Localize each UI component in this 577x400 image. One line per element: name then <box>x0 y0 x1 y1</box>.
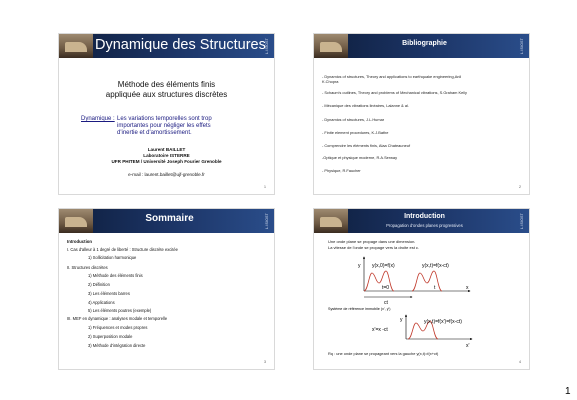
top-y-label: y <box>358 263 361 269</box>
author-lab: Laboratoire ISTERRE <box>143 153 190 158</box>
slide-title: Dynamique des Structures <box>95 37 266 53</box>
section-3-item: 2) Superposition modale <box>88 334 133 339</box>
section-3: III. MEF en dynamique : analyses modale et temporelle <box>67 316 168 321</box>
dynamique-text-2: importantes pour négliger les effets <box>117 123 211 129</box>
slide-4 <box>313 208 530 370</box>
section-heading: Introduction <box>67 239 93 244</box>
xprime-label: x'=x -ct <box>372 327 388 333</box>
slide-number: 3 <box>264 360 266 364</box>
author-institution: UFR PHITEM / Université Joseph Fourier Grenoble <box>111 159 222 164</box>
slide-1 <box>58 33 275 195</box>
biblio-item: - Dynamics of structures, Theory and applications to earthquake engineering,Anil <box>322 74 462 79</box>
biblio-item: - Dynamics of structures, J.L.Humar <box>322 117 385 122</box>
section-1-item: 1) Sollicitation harmonique <box>88 255 137 260</box>
remark-note: Rq : une onde plane se propageant vers la gauche y(x,t)=f(x+ct) <box>328 351 439 356</box>
biblio-item: - Comprendre les éléments finis, Alaa Chateauneuf <box>322 143 411 148</box>
t0-label: t=0 <box>382 285 390 291</box>
g-label: y(x,t)=f(x-ct) <box>422 263 449 269</box>
reference-text: Système de référence immobile (x', y') <box>328 307 391 311</box>
section-2-item: 3) Les éléments barres <box>88 291 130 296</box>
side-label: L.ISIOST <box>265 38 269 54</box>
section-3-item: 1) Fréquences et modes propres <box>88 325 148 330</box>
subtitle-line-2: appliquée aux structures discrètes <box>105 90 228 99</box>
x-label: x <box>466 285 469 291</box>
author-email: e-mail : laurent.baillet@ujf-grenoble.fr <box>128 172 205 177</box>
slide-number: 1 <box>264 185 266 189</box>
side-label: L.ISIOST <box>265 213 269 229</box>
section-2-item: 1) Méthode des éléments finis <box>88 273 143 278</box>
intro-line-1: Une onde plane se propage dans une dimension. <box>328 239 416 244</box>
biblio-item: - Finite element procedures, K.J.Bathe <box>322 130 389 135</box>
slide-title: Bibliographie <box>402 40 447 47</box>
side-label: L.ISIOST <box>520 38 524 54</box>
f-label: y(x,0)=f(x) <box>372 263 395 269</box>
bottom-y-label: y <box>400 317 403 323</box>
slide-title: Sommaire <box>145 213 194 224</box>
intro-line-2: La vitesse de l'onde se propage vers la droite est c. <box>328 245 420 250</box>
slide-subtitle: Propagation d'ondes planes progressives <box>386 223 463 228</box>
page-number: 1 <box>565 386 571 397</box>
slide-header <box>314 34 529 58</box>
slide-header <box>59 209 274 233</box>
author-name: Laurent BAILLET <box>147 147 186 152</box>
section-3-item: 3) Méthode d'intégration directe <box>88 343 146 348</box>
t-label: t <box>434 285 436 291</box>
biblio-item: - Mécanique des vibrations linéaires, Lalanne & al. <box>322 103 409 108</box>
section-2: II. Structures discrètes <box>67 265 108 270</box>
biblio-item: -Optique et physique moderne, R.A.Serway <box>322 155 398 160</box>
biblio-item: - Physique, R.Faucher <box>322 168 361 173</box>
section-2-item: 4) Applications <box>88 300 115 305</box>
section-2-item: 5) Les éléments poutres (exemple) <box>88 308 152 313</box>
slide-header <box>59 34 274 58</box>
ct-label: ct <box>384 300 388 306</box>
slide-3 <box>58 208 275 370</box>
section-2-item: 2) Définition <box>88 282 110 287</box>
wave-diagram <box>314 209 529 369</box>
slide-title: Introduction <box>404 213 445 220</box>
header-photo <box>59 34 93 58</box>
slide-number: 4 <box>519 360 521 364</box>
biblio-item: K.Chopra <box>322 79 339 84</box>
dynamique-text-3: d'inertie et d'amortissement. <box>117 130 192 136</box>
side-label: L.ISIOST <box>520 213 524 229</box>
biblio-item: - Schaum's outlines, Theory and problems of Mechanical vibrations, S.Graham Kelly <box>322 90 467 95</box>
bottom-x-label: x' <box>466 343 470 349</box>
slide-number: 2 <box>519 185 521 189</box>
dynamique-text-1: Les variations temporelles sont trop <box>117 116 212 122</box>
subtitle-line-1: Méthode des éléments finis <box>117 80 216 89</box>
slide-2 <box>313 33 530 195</box>
wave-curve-t0 <box>364 271 394 291</box>
moving-eq-label: y(x,t)=f(x')=f(x-ct) <box>424 319 462 325</box>
dynamique-label: Dynamique : <box>81 116 115 122</box>
wave-curve-t <box>412 271 442 291</box>
section-1: I. Cas d'alleur à 1 degré de liberté : Structure discrète excitée <box>67 247 178 252</box>
